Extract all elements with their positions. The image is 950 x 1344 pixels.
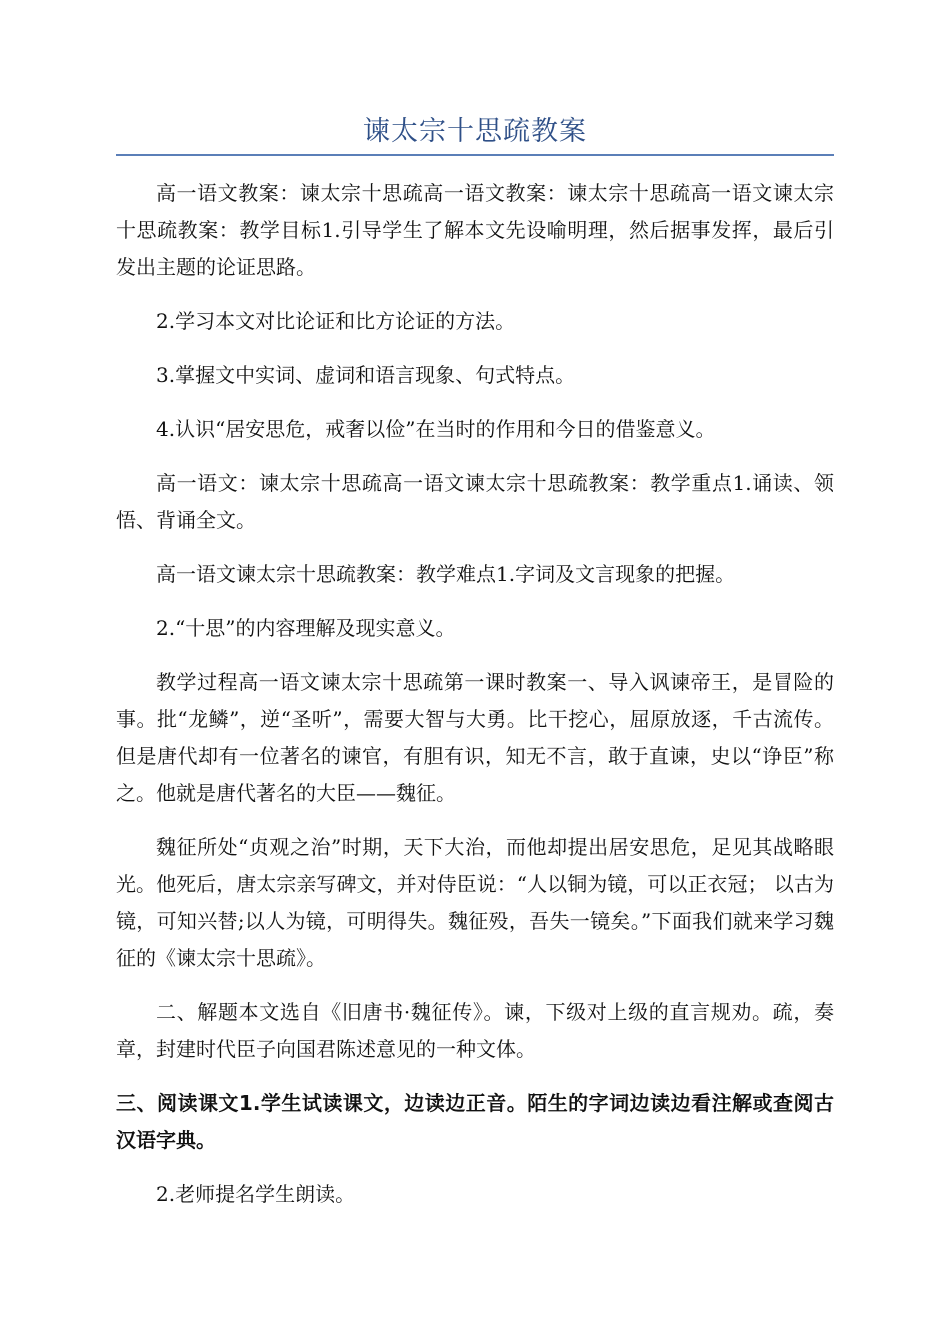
paragraph-objective-2: 2.学习本文对比论证和比方论证的方法。 <box>156 309 516 333</box>
paragraph-difficulty-2: 2.“十思”的内容理解及现实意义。 <box>156 616 456 640</box>
paragraph-objective-4: 4.认识“居安思危，戒奢以俭”在当时的作用和今日的借鉴意义。 <box>156 417 716 441</box>
paragraph-reading-heading: 三、阅读课文1.学生试读课文，边读边正音。陌生的字词边读边看注解或查阅古汉语字典。 <box>116 1091 834 1152</box>
document-body <box>116 175 834 1230</box>
paragraph-reading-2: 2.老师提名学生朗读。 <box>156 1182 356 1206</box>
document-title: 谏太宗十思疏教案 <box>363 116 587 147</box>
paragraph-key-points: 高一语文：谏太宗十思疏高一语文谏太宗十思疏教案：教学重点1.诵读、领悟、背诵全文。 <box>116 471 834 532</box>
title-underline <box>116 154 834 156</box>
paragraph-wei-zheng: 魏征所处“贞观之治”时期，天下大治，而他却提出居安思危，足见其战略眼光。他死后，唐太宗亲写碑文，并对侍臣说：“人以铜为镜，可以正衣冠； 以古为镜，可知兴替;以人为镜，可明得失。魏征殁，吾失一镜矣。”下面我们就来学习魏征的《谏太宗十思疏》。 <box>116 835 834 970</box>
paragraph-title-explanation: 二、解题本文选自《旧唐书·魏征传》。谏，下级对上级的直言规劝。疏，奏章，封建时代臣子向国君陈述意见的一种文体。 <box>116 1000 834 1061</box>
paragraph-introduction: 教学过程高一语文谏太宗十思疏第一课时教案一、导入讽谏帝王，是冒险的事。批“龙鳞”，逆“圣听”，需要大智与大勇。比干挖心，屈原放逐，千古流传。但是唐代却有一位著名的谏官，有胆有识，知无不言，敢于直谏，史以“诤臣”称之。他就是唐代著名的大臣——魏征。 <box>116 670 834 805</box>
paragraph-difficulties: 高一语文谏太宗十思疏教案：教学难点1.字词及文言现象的把握。 <box>156 562 736 586</box>
paragraph-objectives: 高一语文教案：谏太宗十思疏高一语文教案：谏太宗十思疏高一语文谏太宗十思疏教案：教学目标1.引导学生了解本文先设喻明理，然后据事发挥，最后引发出主题的论证思路。 <box>116 181 834 279</box>
paragraph-objective-3: 3.掌握文中实词、虚词和语言现象、句式特点。 <box>156 363 576 387</box>
